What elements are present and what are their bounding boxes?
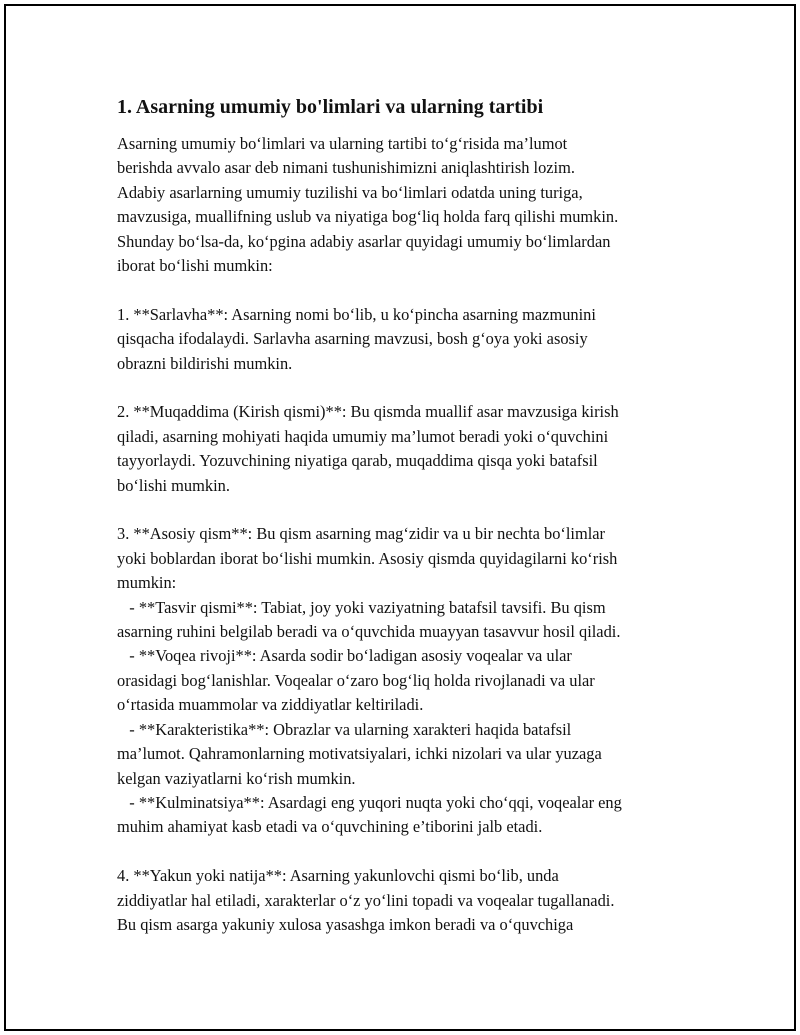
text-line: - **Tasvir qismi**: Tabiat, joy yoki vaziyatning batafsil tavsifi. Bu qism	[117, 597, 606, 617]
text-line: 4. **Yakun yoki natija**: Asarning yakunlovchi qismi bo‘lib, unda	[117, 866, 559, 886]
text-line: - **Voqea rivoji**: Asarda sodir bo‘ladigan asosiy voqealar va ular	[117, 646, 572, 666]
text-line: kelgan vaziyatlarni ko‘rish mumkin.	[117, 768, 356, 788]
document-title: 1. Asarning umumiy bo'limlari va ularning tartibi	[117, 96, 544, 118]
text-line: qiladi, asarning mohiyati haqida umumiy ma’lumot beradi yoki o‘quvchini	[117, 426, 609, 446]
text-line: orasidagi bog‘lanishlar. Voqealar o‘zaro bog‘liq holda rivojlanadi va ular	[117, 670, 595, 690]
document-text	[117, 132, 697, 937]
text-line: yoki boblardan iborat bo‘lishi mumkin. Asosiy qismda quyidagilarni ko‘rish	[117, 548, 618, 568]
text-line: tayyorlaydi. Yozuvchining niyatiga qarab, muqaddima qisqa yoki batafsil	[117, 451, 598, 471]
text-line: mavzusiga, muallifning uslub va niyatiga bog‘liq holda farq qilishi mumkin.	[117, 207, 619, 227]
text-line: bo‘lishi mumkin.	[117, 475, 230, 495]
document-body	[117, 94, 697, 937]
text-line: iborat bo‘lishi mumkin:	[117, 256, 273, 276]
text-line: asarning ruhini belgilab beradi va o‘quvchida muayyan tasavvur hosil qiladi.	[117, 622, 621, 642]
text-line: Shunday bo‘lsa-da, ko‘pgina adabiy asarlar quyidagi umumiy bo‘limlardan	[117, 231, 611, 251]
text-line: Adabiy asarlarning umumiy tuzilishi va bo‘limlari odatda uning turiga,	[117, 182, 583, 202]
text-line: obrazni bildirishi mumkin.	[117, 353, 293, 373]
text-line: ziddiyatlar hal etiladi, xarakterlar o‘z yo‘lini topadi va voqealar tugallanadi.	[117, 890, 615, 910]
paragraph-gap	[117, 278, 697, 302]
text-line: 3. **Asosiy qism**: Bu qism asarning mag‘zidir va u bir nechta bo‘limlar	[117, 524, 605, 544]
text-line: - **Kulminatsiya**: Asardagi eng yuqori nuqta yoki cho‘qqi, voqealar eng	[117, 792, 622, 812]
text-line: 1. **Sarlavha**: Asarning nomi bo‘lib, u ko‘pincha asarning mazmunini	[117, 304, 596, 324]
text-line: - **Karakteristika**: Obrazlar va ularning xarakteri haqida batafsil	[117, 719, 572, 739]
text-line: Bu qism asarga yakuniy xulosa yasashga imkon beradi va o‘quvchiga	[117, 914, 574, 934]
text-line: berishda avvalo asar deb nimani tushunishimizni aniqlashtirish lozim.	[117, 158, 575, 178]
text-line: mumkin:	[117, 573, 177, 593]
text-line: o‘rtasida muammolar va ziddiyatlar keltiriladi.	[117, 695, 424, 715]
text-line: 2. **Muqaddima (Kirish qismi)**: Bu qismda muallif asar mavzusiga kirish	[117, 402, 619, 422]
text-line: ma’lumot. Qahramonlarning motivatsiyalari, ichki nizolari va ular yuzaga	[117, 744, 602, 764]
text-line: qisqacha ifodalaydi. Sarlavha asarning mavzusi, bosh g‘oya yoki asosiy	[117, 329, 588, 349]
paragraph-gap	[117, 840, 697, 864]
paragraph-gap	[117, 376, 697, 400]
text-line: Asarning umumiy bo‘limlari va ularning tartibi to‘g‘risida ma’lumot	[117, 134, 568, 153]
paragraph-gap	[117, 498, 697, 522]
text-line: muhim ahamiyat kasb etadi va o‘quvchining e’tiborini jalb etadi.	[117, 817, 543, 837]
